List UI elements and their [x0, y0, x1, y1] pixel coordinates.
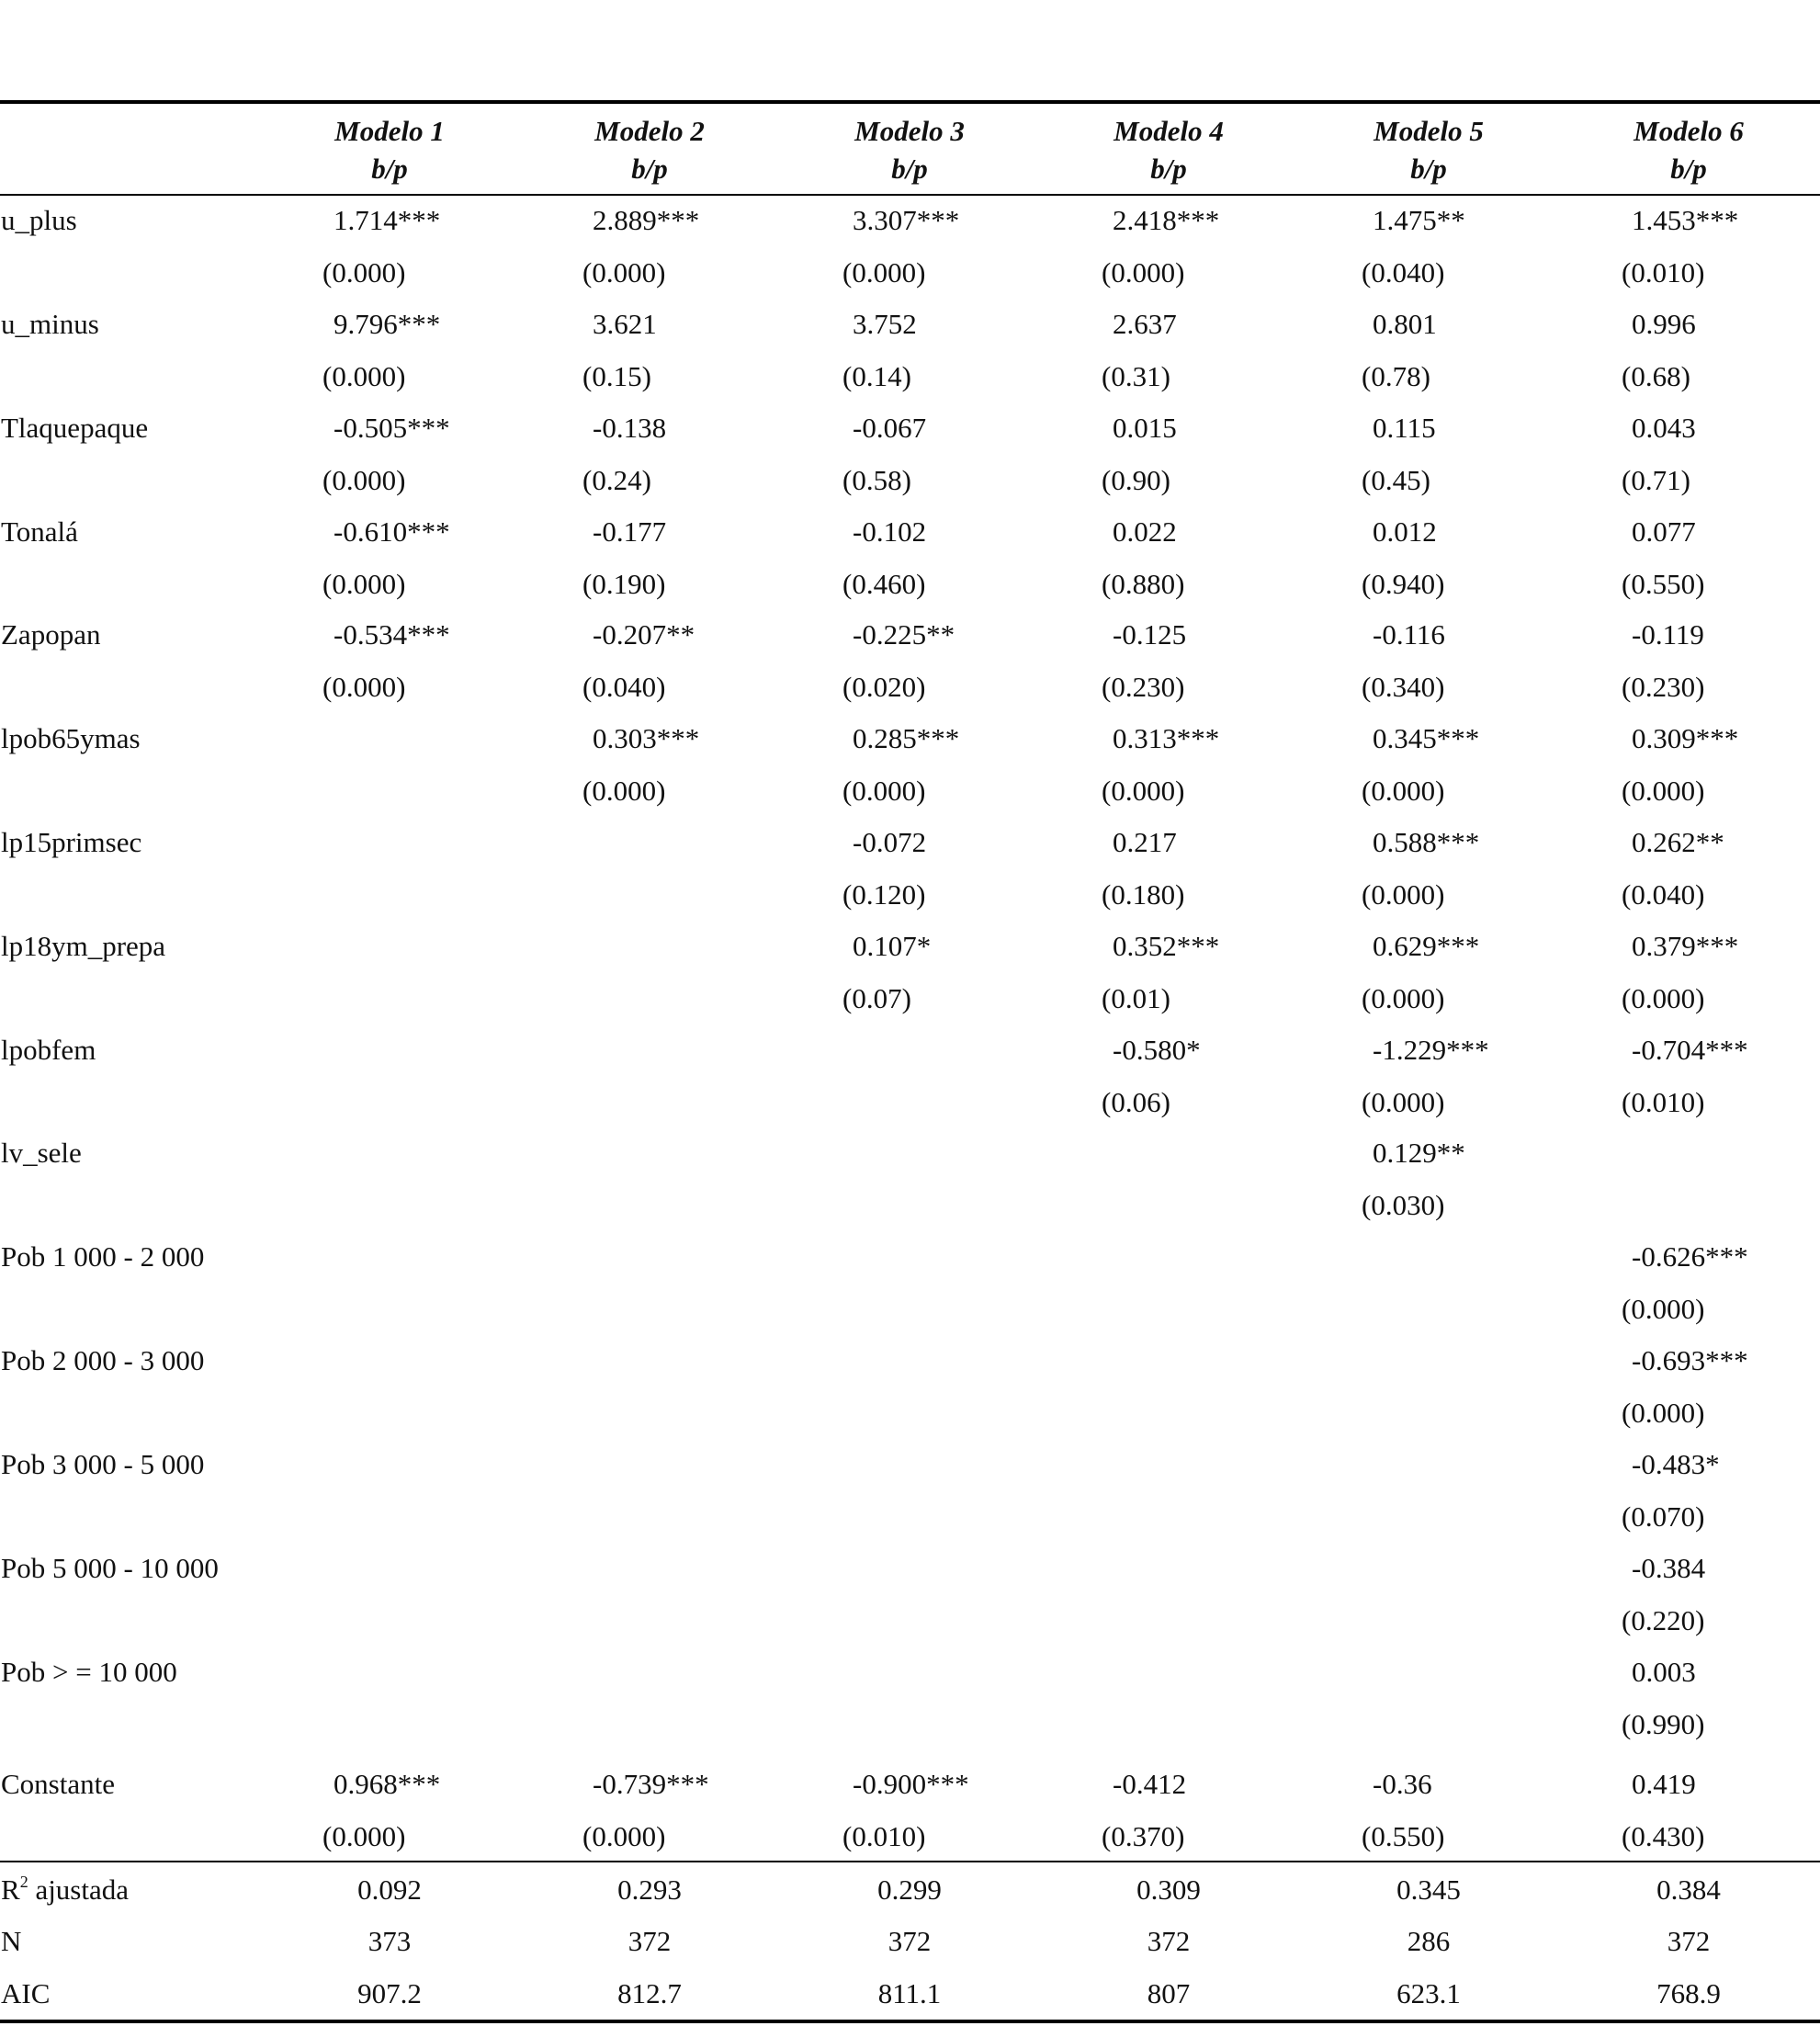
bottom-rule: [0, 2020, 1820, 2023]
coefficient-cell: 3.621: [593, 308, 657, 340]
pvalue-cell: (0.15): [582, 360, 651, 392]
coefficient-cell: 0.012: [1373, 515, 1437, 548]
pvalue-cell: (0.070): [1622, 1500, 1705, 1533]
coefficient-cell: 0.629***: [1373, 930, 1480, 962]
stat-value: 372: [1667, 1925, 1711, 1957]
coefficient-cell: -0.580*: [1113, 1034, 1201, 1066]
pvalue-cell: (0.000): [842, 256, 926, 289]
pvalue-cell: (0.06): [1102, 1086, 1170, 1118]
coefficient-cell: -0.412: [1113, 1768, 1187, 1800]
pvalue-cell: (0.000): [582, 256, 666, 289]
coefficient-cell: 0.022: [1113, 515, 1177, 548]
coefficient-cell: 0.115: [1373, 412, 1436, 444]
pvalue-cell: (0.000): [842, 775, 926, 807]
pvalue-cell: (0.45): [1362, 464, 1430, 496]
coefficient-cell: -0.610***: [333, 515, 450, 548]
stat-value: 811.1: [877, 1977, 942, 2009]
stat-value: 768.9: [1656, 1977, 1721, 2009]
header-rule: [0, 194, 1820, 196]
coefficient-cell: -0.116: [1373, 618, 1445, 651]
pvalue-cell: (0.220): [1622, 1604, 1705, 1636]
coefficient-cell: -0.626***: [1632, 1240, 1748, 1273]
pvalue-cell: (0.000): [582, 775, 666, 807]
stat-value: 372: [1147, 1925, 1191, 1957]
model-name: Modelo 6: [1633, 115, 1744, 147]
pvalue-cell: (0.000): [1622, 1397, 1705, 1429]
stat-label: AIC: [1, 1977, 51, 2009]
pvalue-cell: (0.010): [842, 1820, 926, 1852]
pvalue-cell: (0.07): [842, 982, 911, 1014]
row-label: Pob 2 000 - 3 000: [1, 1344, 205, 1376]
coefficient-cell: 0.352***: [1113, 930, 1220, 962]
coefficient-cell: 9.796***: [333, 308, 441, 340]
pvalue-cell: (0.010): [1622, 256, 1705, 289]
pvalue-cell: (0.000): [322, 1820, 406, 1852]
pvalue-cell: (0.000): [1362, 878, 1445, 911]
pvalue-cell: (0.230): [1102, 671, 1185, 703]
coefficient-cell: 0.015: [1113, 412, 1177, 444]
coefficient-cell: 0.262**: [1632, 826, 1724, 858]
coefficient-cell: 0.588***: [1373, 826, 1480, 858]
stat-value: 623.1: [1396, 1977, 1461, 2009]
pvalue-cell: (0.010): [1622, 1086, 1705, 1118]
pvalue-cell: (0.000): [322, 568, 406, 600]
row-label: Constante: [1, 1768, 115, 1800]
pvalue-cell: (0.000): [322, 256, 406, 289]
coefficient-cell: -0.102: [853, 515, 927, 548]
coefficient-cell: -0.138: [593, 412, 667, 444]
coefficient-cell: 0.345***: [1373, 722, 1480, 754]
column-header: [293, 112, 486, 187]
pvalue-cell: (0.020): [842, 671, 926, 703]
coefficient-cell: 0.996: [1632, 308, 1696, 340]
column-header: [1332, 112, 1525, 187]
row-label: lpobfem: [1, 1034, 96, 1066]
pvalue-cell: (0.040): [1622, 878, 1705, 911]
stat-label: N: [1, 1925, 22, 1957]
row-label: lp15primsec: [1, 826, 142, 858]
model-name: Modelo 4: [1113, 115, 1224, 147]
stat-value: 372: [627, 1925, 672, 1957]
stat-label-superscript: 2: [19, 1872, 28, 1891]
coefficient-cell: -0.225**: [853, 618, 955, 651]
pvalue-cell: (0.880): [1102, 568, 1185, 600]
model-subheader: b/p: [631, 153, 668, 185]
pvalue-cell: (0.340): [1362, 671, 1445, 703]
pvalue-cell: (0.90): [1102, 464, 1170, 496]
coefficient-cell: 1.453***: [1632, 204, 1739, 236]
pvalue-cell: (0.000): [1362, 775, 1445, 807]
stat-value: 373: [367, 1925, 412, 1957]
pvalue-cell: (0.000): [1622, 982, 1705, 1014]
pvalue-cell: (0.370): [1102, 1820, 1185, 1852]
coefficient-cell: -0.534***: [333, 618, 450, 651]
pvalue-cell: (0.120): [842, 878, 926, 911]
coefficient-cell: 0.801: [1373, 308, 1437, 340]
pvalue-cell: (0.000): [322, 360, 406, 392]
stat-value: 0.309: [1136, 1873, 1201, 1906]
coefficient-cell: -0.384: [1632, 1552, 1706, 1584]
coefficient-cell: 0.043: [1632, 412, 1696, 444]
coefficient-cell: -0.177: [593, 515, 667, 548]
pvalue-cell: (0.78): [1362, 360, 1430, 392]
stat-value: 0.293: [617, 1873, 682, 1906]
coefficient-cell: 2.418***: [1113, 204, 1220, 236]
pvalue-cell: (0.040): [582, 671, 666, 703]
stat-value: 0.384: [1656, 1873, 1721, 1906]
coefficient-cell: 1.475**: [1373, 204, 1465, 236]
pvalue-cell: (0.180): [1102, 878, 1185, 911]
model-name: Modelo 5: [1373, 115, 1484, 147]
pvalue-cell: (0.24): [582, 464, 651, 496]
model-subheader: b/p: [891, 153, 928, 185]
stat-value: 0.092: [357, 1873, 422, 1906]
pvalue-cell: (0.430): [1622, 1820, 1705, 1852]
coefficient-cell: -0.693***: [1632, 1344, 1748, 1376]
coefficient-cell: 0.313***: [1113, 722, 1220, 754]
pvalue-cell: (0.58): [842, 464, 911, 496]
model-name: Modelo 2: [594, 115, 705, 147]
coefficient-cell: -0.207**: [593, 618, 695, 651]
stat-value: 907.2: [357, 1977, 422, 2009]
coefficient-cell: 2.637: [1113, 308, 1177, 340]
coefficient-cell: -0.900***: [853, 1768, 969, 1800]
coefficient-cell: 0.309***: [1632, 722, 1739, 754]
coefficient-cell: -0.739***: [593, 1768, 709, 1800]
row-label: u_plus: [1, 204, 77, 236]
pvalue-cell: (0.000): [1102, 256, 1185, 289]
pvalue-cell: (0.000): [582, 1820, 666, 1852]
stat-value: 812.7: [617, 1977, 682, 2009]
coefficient-cell: 0.285***: [853, 722, 960, 754]
coefficient-cell: -0.36: [1373, 1768, 1432, 1800]
column-header: [1592, 112, 1785, 187]
pvalue-cell: (0.990): [1622, 1708, 1705, 1740]
pvalue-cell: (0.190): [582, 568, 666, 600]
pvalue-cell: (0.940): [1362, 568, 1445, 600]
coefficient-cell: -0.067: [853, 412, 927, 444]
pvalue-cell: (0.000): [1102, 775, 1185, 807]
coefficient-cell: -0.072: [853, 826, 927, 858]
coefficient-cell: 2.889***: [593, 204, 700, 236]
pvalue-cell: (0.000): [322, 464, 406, 496]
pvalue-cell: (0.460): [842, 568, 926, 600]
pvalue-cell: (0.01): [1102, 982, 1170, 1014]
row-label: Pob 1 000 - 2 000: [1, 1240, 205, 1273]
coefficient-cell: -0.125: [1113, 618, 1187, 651]
pvalue-cell: (0.000): [1622, 775, 1705, 807]
coefficient-cell: 3.752: [853, 308, 917, 340]
row-label: Pob 3 000 - 5 000: [1, 1448, 205, 1480]
coefficient-cell: 0.003: [1632, 1656, 1696, 1688]
coefficient-cell: 0.419: [1632, 1768, 1696, 1800]
pvalue-cell: (0.550): [1622, 568, 1705, 600]
model-subheader: b/p: [371, 153, 408, 185]
stat-value: 807: [1147, 1977, 1191, 2009]
column-header: [813, 112, 1006, 187]
row-label: lp18ym_prepa: [1, 930, 166, 962]
row-label: u_minus: [1, 308, 99, 340]
pvalue-cell: (0.31): [1102, 360, 1170, 392]
pvalue-cell: (0.000): [1362, 1086, 1445, 1118]
pvalue-cell: (0.000): [1362, 982, 1445, 1014]
stat-value: 286: [1407, 1925, 1451, 1957]
coefficient-cell: 3.307***: [853, 204, 960, 236]
pvalue-cell: (0.550): [1362, 1820, 1445, 1852]
model-subheader: b/p: [1670, 153, 1707, 185]
pvalue-cell: (0.000): [1622, 1293, 1705, 1325]
row-label: Tonalá: [1, 515, 78, 548]
pvalue-cell: (0.000): [322, 671, 406, 703]
coefficient-cell: -0.483*: [1632, 1448, 1720, 1480]
row-label: Pob > = 10 000: [1, 1656, 177, 1688]
coefficient-cell: 0.379***: [1632, 930, 1739, 962]
row-label: Tlaquepaque: [1, 412, 149, 444]
model-name: Modelo 3: [854, 115, 965, 147]
model-subheader: b/p: [1150, 153, 1187, 185]
coefficient-cell: 0.303***: [593, 722, 700, 754]
coefficient-cell: 0.968***: [333, 1768, 441, 1800]
row-label: Pob 5 000 - 10 000: [1, 1552, 219, 1584]
model-subheader: b/p: [1410, 153, 1447, 185]
stat-label: $R^2$ ajustada: [1, 1872, 130, 1906]
pvalue-cell: (0.040): [1362, 256, 1445, 289]
coefficient-cell: 0.129**: [1373, 1137, 1465, 1169]
coefficient-cell: -0.505***: [333, 412, 450, 444]
stat-value: 0.345: [1396, 1873, 1461, 1906]
pvalue-cell: (0.14): [842, 360, 911, 392]
row-label: lpob65ymas: [1, 722, 141, 754]
coefficient-cell: 1.714***: [333, 204, 441, 236]
stat-value: 372: [887, 1925, 932, 1957]
model-name: Modelo 1: [334, 115, 445, 147]
row-label: lv_sele: [1, 1137, 82, 1169]
coefficient-cell: -0.704***: [1632, 1034, 1748, 1066]
top-rule: [0, 100, 1820, 104]
stats-rule: [0, 1861, 1820, 1862]
stat-value: 0.299: [877, 1873, 942, 1906]
pvalue-cell: (0.71): [1622, 464, 1690, 496]
column-header: [1072, 112, 1265, 187]
column-header: [553, 112, 746, 187]
coefficient-cell: 0.077: [1632, 515, 1696, 548]
coefficient-cell: 0.107*: [853, 930, 932, 962]
coefficient-cell: 0.217: [1113, 826, 1177, 858]
pvalue-cell: (0.230): [1622, 671, 1705, 703]
coefficient-cell: -1.229***: [1373, 1034, 1489, 1066]
row-label: Zapopan: [1, 618, 101, 651]
coefficient-cell: -0.119: [1632, 618, 1704, 651]
pvalue-cell: (0.030): [1362, 1189, 1445, 1221]
pvalue-cell: (0.68): [1622, 360, 1690, 392]
